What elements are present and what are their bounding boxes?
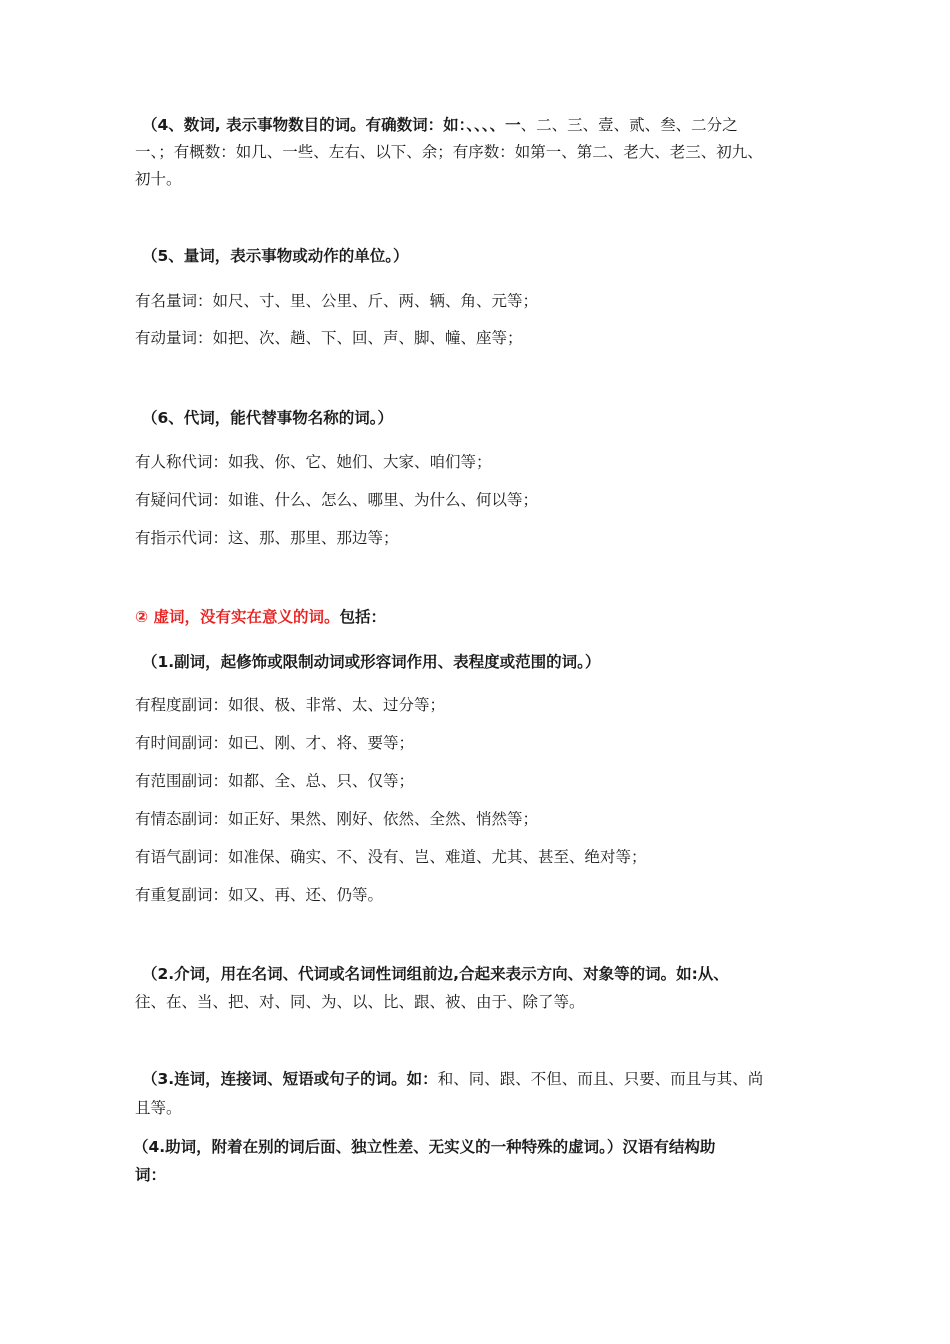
- measure-heading: （5、量词，表示事物或动作的单位。）: [142, 247, 409, 265]
- particle-line-1: （4.助词，附着在别的词后面、独立性差、无实义的一种特殊的虚词。）汉语有结构助: [133, 1138, 716, 1156]
- pronoun-interrogative-line: 有疑问代词：如谁、什么、怎么、哪里、为什么、何以等；: [135, 491, 539, 509]
- pronoun-heading: （6、代词，能代替事物名称的词。）: [142, 409, 394, 427]
- pronoun-demonstrative-line: 有指示代词：这、那、那里、那边等；: [135, 529, 399, 547]
- preposition-line-2: 往、在、当、把、对、同、为、以、比、跟、被、由于、除了等。: [135, 993, 585, 1011]
- measure-noun-line: 有名量词：如尺、寸、里、公里、斤、两、辆、角、元等；: [135, 292, 539, 310]
- numeral-line-2: 一、；有概数：如几、一些、左右、以下、余；有序数：如第一、第二、老大、老三、初九、: [135, 143, 763, 161]
- adverb-heading: （1.副词，起修饰或限制动词或形容词作用、表程度或范围的词。）: [142, 653, 601, 671]
- function-words-heading: [135, 606, 386, 628]
- conjunction-line-2: 且等。: [135, 1099, 182, 1117]
- measure-verb-line: 有动量词：如把、次、趟、下、回、声、脚、幢、座等；: [135, 329, 523, 347]
- adverb-item: 有情态副词：如正好、果然、刚好、依然、全然、悄然等；: [135, 810, 539, 828]
- numeral-examples: 、二、三、壹、贰、叁、二分之: [520, 116, 738, 134]
- function-words-title: ② 虚词，没有实在意义的词。: [135, 608, 340, 626]
- adverb-item: 有重复副词：如又、再、还、仍等。: [135, 886, 384, 904]
- adverb-item: 有时间副词：如已、刚、才、将、要等；: [135, 734, 415, 752]
- adverb-item: 有范围副词：如都、全、总、只、仅等；: [135, 772, 415, 790]
- conjunction-line-1: [142, 1068, 763, 1090]
- pronoun-personal-line: 有人称代词：如我、你、它、她们、大家、咱们等；: [135, 453, 492, 471]
- function-words-includes: 包括：: [339, 608, 387, 626]
- conjunction-heading: （3.连词，连接词、短语或句子的词。如：: [142, 1070, 438, 1088]
- particle-line-2: 词：: [135, 1166, 167, 1184]
- numeral-line-1: [142, 114, 738, 136]
- numeral-line-3: 初十。: [135, 170, 182, 188]
- conjunction-examples: 和、同、跟、不但、而且、只要、而且与其、尚: [437, 1070, 764, 1088]
- preposition-line-1: （2.介词，用在名词、代词或名词性词组前边,合起来表示方向、对象等的词。如:从、: [142, 965, 729, 983]
- adverb-item: 有程度副词：如很、极、非常、太、过分等；: [135, 696, 446, 714]
- adverb-item: 有语气副词：如准保、确实、不、没有、岂、难道、尤其、甚至、绝对等；: [135, 848, 647, 866]
- numeral-heading: （4、数词, 表示事物数目的词。有确数词：如：、、、、一: [142, 116, 521, 134]
